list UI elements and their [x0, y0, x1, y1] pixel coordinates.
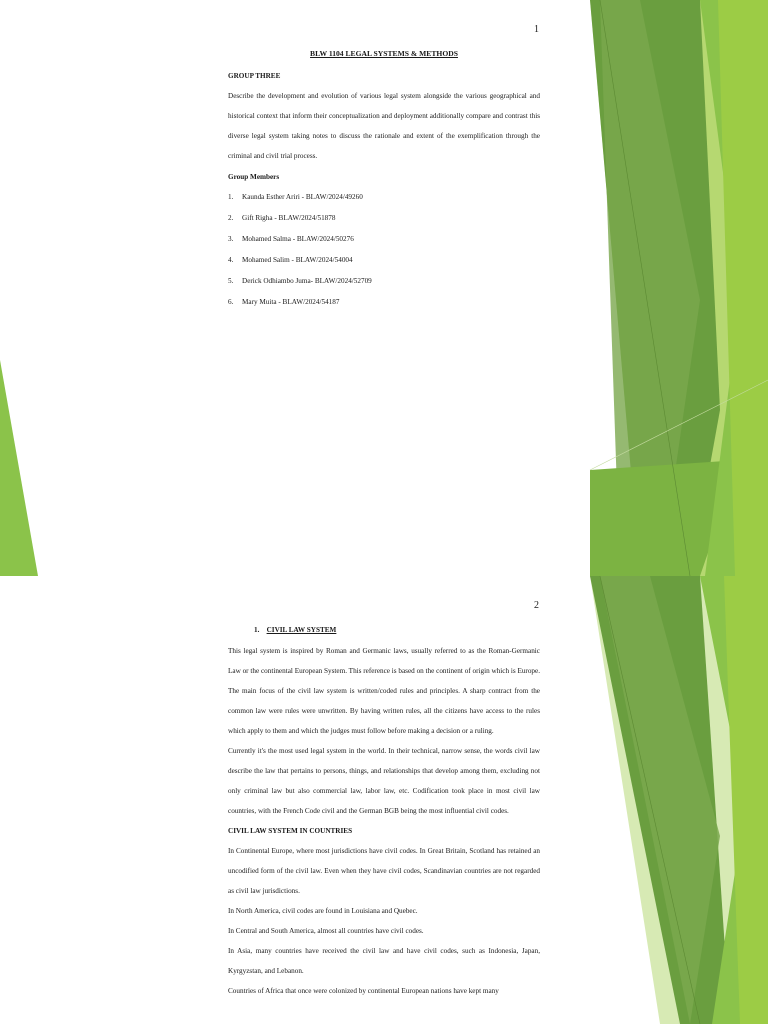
list-item: 5. Derick Odhiambo Juma- BLAW/2024/52709 [228, 277, 372, 285]
list-item: 2. Gift Righa - BLAW/2024/51878 [228, 214, 336, 222]
subheading: CIVIL LAW SYSTEM IN COUNTRIES [228, 827, 353, 835]
paragraph: Currently it's the most used legal system in the world. In their technical, narrow sense, the words civil law describe the law that pertains to persons, things, and relationships that develop among them, excluding not only criminal law but also commercial law, labor law, etc. Codification took place in most civil law countries, with the French Code civil and the German BGB being the most influential civil codes. [228, 747, 540, 815]
page-number: 1 [534, 24, 539, 35]
list-item: 6. Mary Muita - BLAW/2024/54187 [228, 298, 340, 306]
paragraph: This legal system is inspired by Roman and Germanic laws, usually referred to as the Roman-Germanic Law or the continental European System. This reference is based on the continent of origin which is Europe. The main focus of the civil law system is written/coded rules and principles. A sharp contract from the common law were rules were unwritten. By having written rules, all the citizens have access to the rules which apply to them and which the judges must follow before making a decision or a ruling. [228, 647, 540, 735]
members-list [228, 187, 540, 313]
paragraph: In Asia, many countries have received the civil law and have civil codes, such as Indonesia, Japan, Kyrgyzstan, and Lebanon. [228, 947, 540, 975]
list-item: 3. Mohamed Salma - BLAW/2024/50276 [228, 235, 354, 243]
page-2-content [228, 620, 540, 1001]
assignment-question: Describe the development and evolution of various legal system alongside the various geographical and historical context that inform their conceptualization and deployment additionally compare and contrast this diverse legal system taking notes to discuss the rationale and extent of the exemplification through the criminal and civil trial process. [228, 92, 540, 160]
paragraph: In Central and South America, almost all countries have civil codes. [228, 927, 424, 935]
list-item: 1. Kaunda Esther Ariri - BLAW/2024/49260 [228, 193, 363, 201]
section-heading: 1. CIVIL LAW SYSTEM [254, 626, 337, 634]
document-title: BLW 1104 LEGAL SYSTEMS & METHODS [310, 49, 458, 58]
paragraph: Countries of Africa that once were colonized by continental European nations have kept many [228, 987, 499, 995]
group-heading: GROUP THREE [228, 72, 281, 80]
members-heading: Group Members [228, 173, 280, 181]
paragraph: In Continental Europe, where most jurisdictions have civil codes. In Great Britain, Scotland has retained an uncodified form of the civil law. Even when they have civil codes, Scandinavian countries are not regarded as civil law jurisdictions. [228, 847, 540, 895]
list-item: 4. Mohamed Salim - BLAW/2024/54004 [228, 256, 353, 264]
page-1-content [228, 44, 540, 313]
slide-page-2 [0, 576, 768, 1024]
paragraph: In North America, civil codes are found in Louisiana and Quebec. [228, 907, 418, 915]
page-number: 2 [534, 600, 539, 611]
